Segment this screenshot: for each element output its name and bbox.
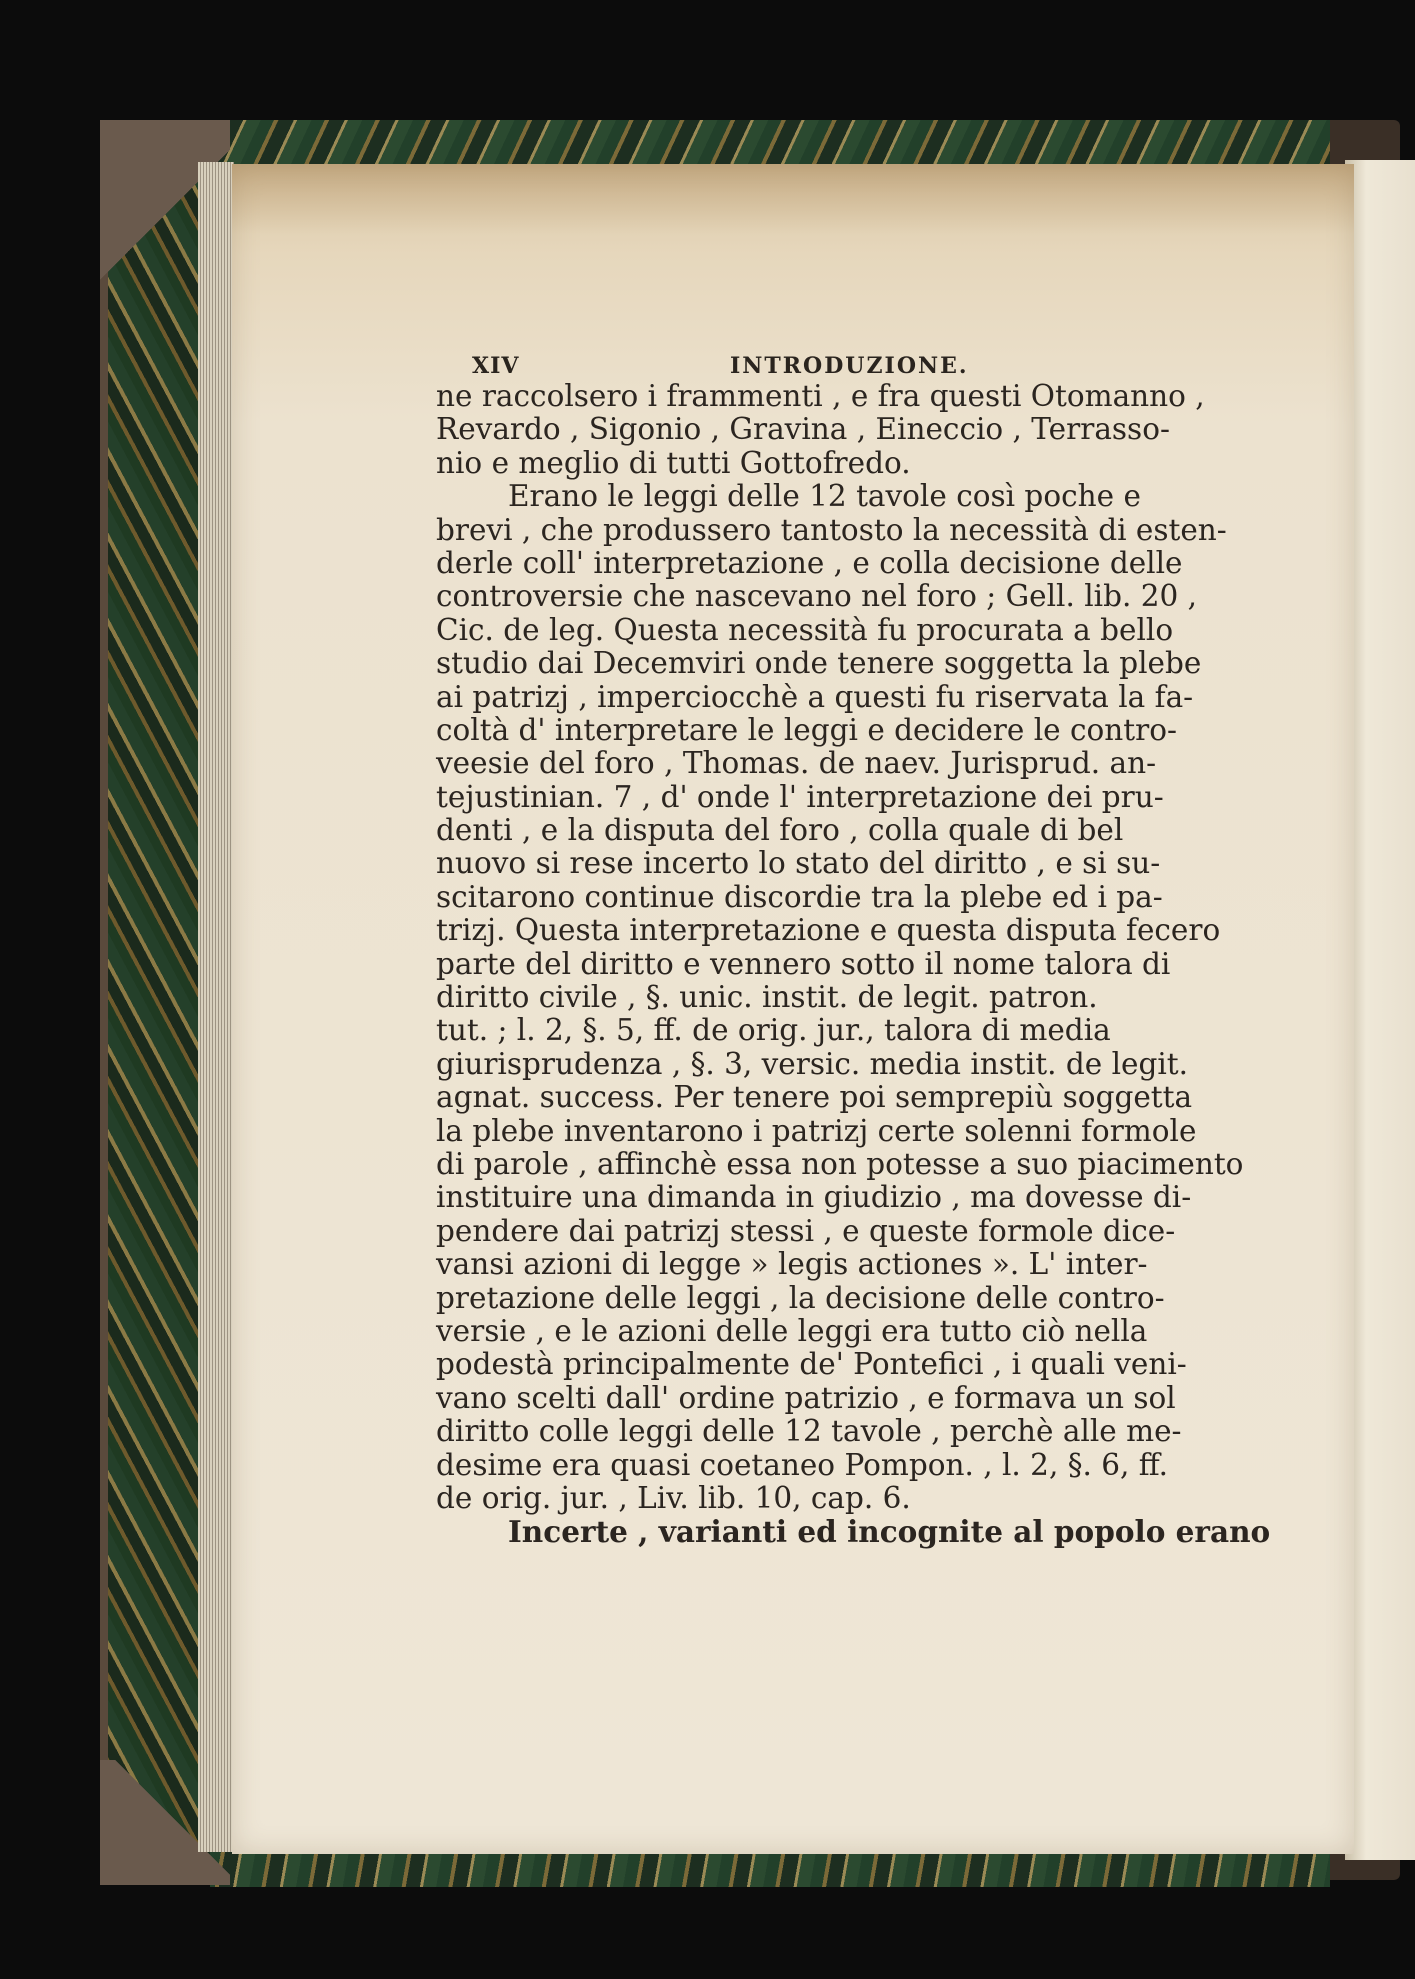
text-line: Revardo , Sigonio , Gravina , Eineccio , Terrasso- [436,412,1170,447]
text-line: tejustinian. 7 , d' onde l' interpretazione dei pru- [436,779,1164,814]
text-line: veesie del foro , Thomas. de naev. Jurisprud. an- [436,746,1157,781]
page-number: XIV [472,353,520,379]
text-line: studio dai Decemviri onde tenere soggetta la plebe [436,646,1202,681]
text-line: controversie che nascevano nel foro ; Gell. lib. 20 , [436,579,1198,614]
text-line: pendere dai patrizj stessi , e queste formole dice- [436,1213,1176,1248]
text-line: versie , e le azioni delle leggi era tutto ciò nella [436,1313,1148,1348]
text-line: scitarono continue discordie tra la plebe ed i pa- [436,879,1163,914]
body-text [436,379,1271,1550]
text-line: diritto colle leggi delle 12 tavole , perchè alle me- [436,1414,1182,1449]
facing-page-edge [1345,160,1415,1860]
text-line: ai patrizj , imperciocchè a questi fu riservata la fa- [436,679,1194,714]
text-line: parte del diritto e vennero sotto il nome talora di [436,946,1171,981]
text-line: brevi , che produssero tantosto la necessità di esten- [436,512,1227,547]
text-line: giurisprudenza , §. 3, versic. media instit. de legit. [436,1046,1189,1081]
text-line: agnat. success. Per tenere poi semprepiù soggetta [436,1080,1193,1115]
text-line: instituire una dimanda in giudizio , ma dovesse di- [436,1180,1192,1215]
text-line: di parole , affinchè essa non potesse a suo piacimento [436,1146,1244,1181]
text-line: desime era quasi coetaneo Pompon. , l. 2, §. 6, ff. [436,1447,1169,1482]
text-line: ne raccolsero i frammenti , e fra questi Otomanno , [436,379,1205,413]
text-line: denti , e la disputa del foro , colla quale di bel [436,813,1124,848]
text-line: nuovo si rese incerto lo stato del diritto , e si su- [436,846,1161,881]
text-line: de orig. jur. , Liv. lib. 10, cap. 6. [436,1480,911,1515]
text-line: coltà d' interpretare le leggi e decidere le contro- [436,712,1177,747]
text-line: Cic. de leg. Questa necessità fu procurata a bello [436,612,1174,647]
marbled-board-top [210,120,1330,168]
text-line: pretazione delle leggi , la decisione delle contro- [436,1280,1165,1315]
text-line: la plebe inventarono i patrizj certe solenni formole [436,1113,1197,1148]
text-line: nio e meglio di tutti Gottofredo. [436,445,911,480]
running-head-title: INTRODUZIONE. [730,353,969,379]
text-line: tut. ; l. 2, §. 5, ff. de orig. jur., talora di media [436,1013,1111,1048]
text-line: podestà principalmente de' Pontefici , i quali veni- [436,1347,1187,1382]
text-line: derle coll' interpretazione , e colla decisione delle [436,545,1183,580]
page-edges [198,162,234,1852]
text-line: trizj. Questa interpretazione e questa disputa fecero [436,913,1221,948]
text-line: vansi azioni di legge » legis actiones ». L' inter- [436,1247,1148,1282]
text-line: vano scelti dall' ordine patrizio , e formava un sol [436,1380,1176,1415]
text-line: diritto civile , §. unic. instit. de legit. patron. [436,980,1098,1015]
paragraph-first-line: Erano le leggi delle 12 tavole così poche e [508,479,1141,514]
paragraph-first-line: Incerte , varianti ed incognite al popolo erano [508,1514,1271,1550]
